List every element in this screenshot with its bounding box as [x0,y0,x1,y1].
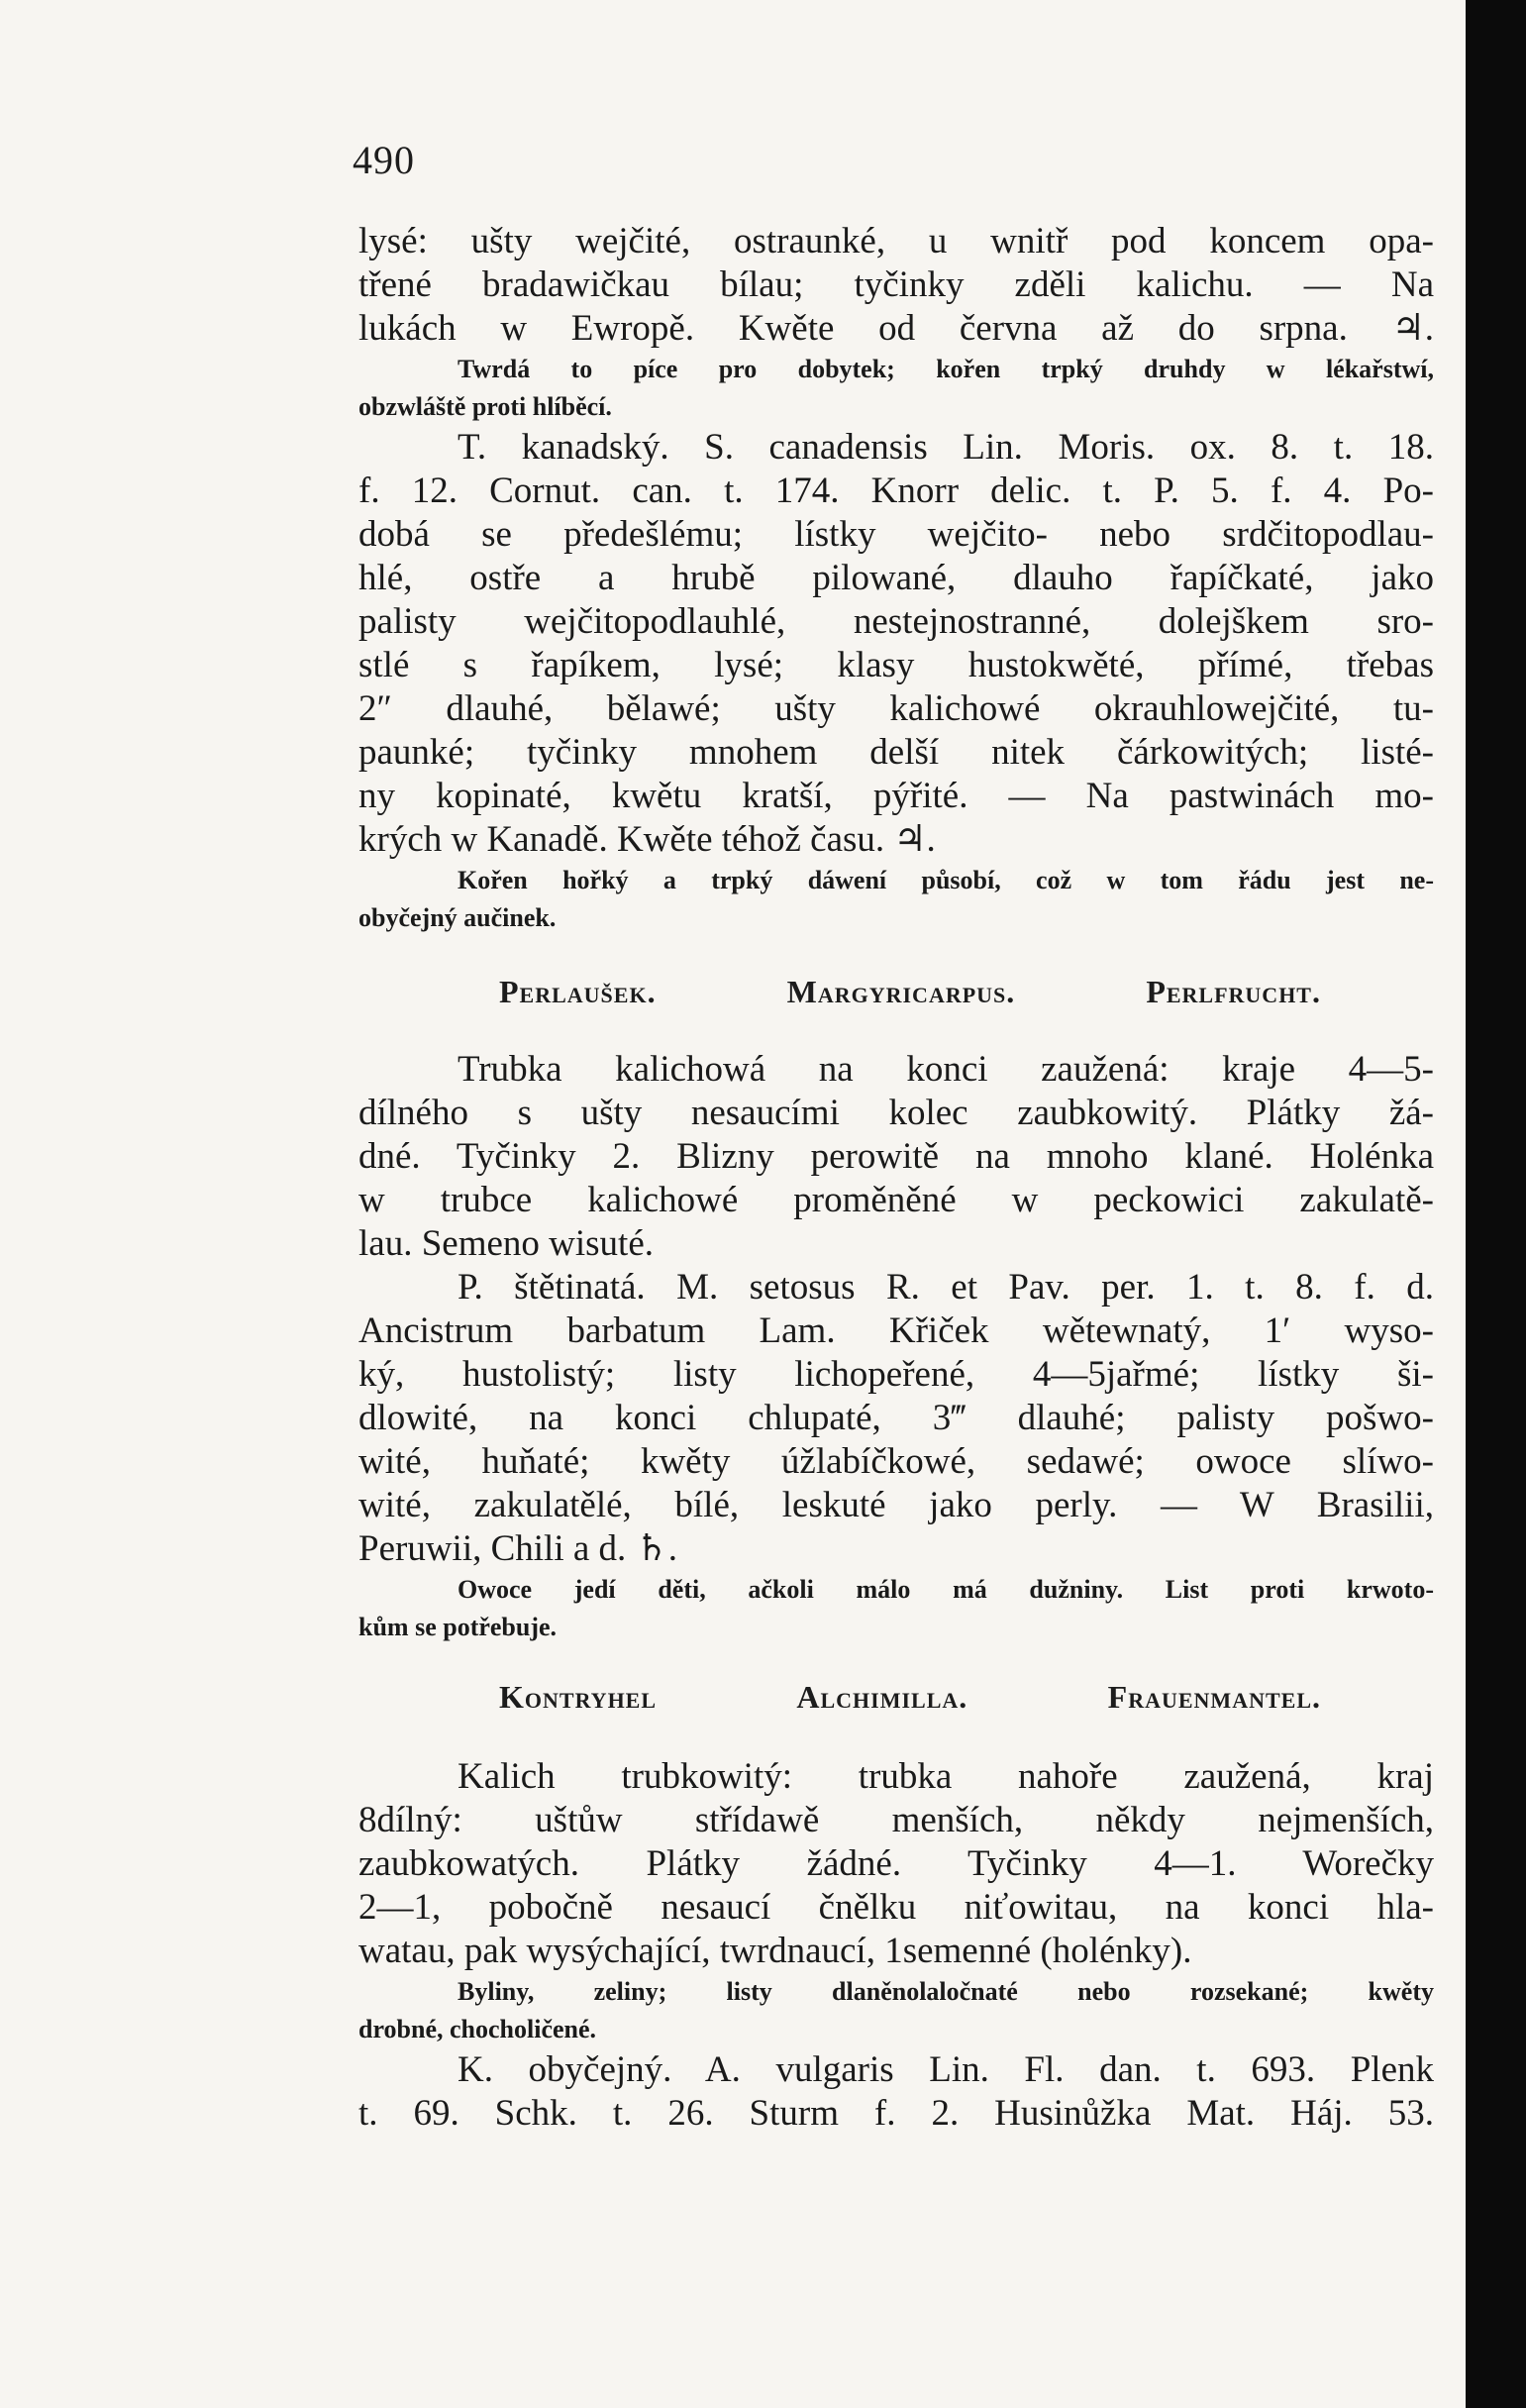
note-line: obyčejný aučinek. [358,903,557,932]
text-line: paunké; tyčinky mnohem delší nitek čárkowitých; listé- [358,732,1434,773]
text-line: lukách w Ewropě. Kwěte od června až do srpna. ♃. [358,308,1434,349]
genus-heading-alchimilla [499,1679,1321,1716]
genus-name-latin: Alchimilla. [796,1679,968,1715]
genus-name-german: Perlfrucht. [1146,974,1321,1009]
text-block-margyricarpus [358,1048,1434,1646]
note-line: obzwláště proti hlíběcí. [358,392,612,421]
text-block-alchimilla [358,1755,1434,2136]
text-line: dné. Tyčinky 2. Blizny perowitě na mnoho klané. Holénka [358,1136,1434,1177]
text-line: krých w Kanadě. Kwěte téhož času. ♃. [358,819,936,860]
text-line: t. 69. Schk. t. 26. Sturm f. 2. Husinůžka Mat. Háj. 53. [358,2093,1434,2134]
note-line: kům se potřebuje. [358,1613,558,1641]
text-line: palisty wejčitopodlauhlé, nestejnostranné, dolejškem sro- [358,601,1434,642]
text-line: Trubka kalichowá na konci zaužená: kraje 4—5- [458,1049,1434,1090]
text-line: w trubce kalichowé proměněné w peckowici zakulatě- [358,1180,1434,1220]
genus-name-latin: Margyricarpus. [786,974,1016,1009]
note-line: Kořen hořký a trpký dáwení působí, což w tom řádu jest ne- [458,866,1434,894]
text-line: stlé s řapíkem, lysé; klasy hustokwěté, přímé, třebas [358,645,1434,685]
text-line: dlowité, na konci chlupaté, 3‴ dlauhé; palisty pošwo- [358,1398,1434,1438]
note-line: Owoce jedí děti, ačkoli málo má dužniny. List proti krwoto- [458,1575,1434,1604]
genus-name-german: Frauenmantel. [1107,1679,1321,1715]
page-number: 490 [353,138,415,182]
text-line: ký, hustolistý; listy lichopeřené, 4—5jařmé; lístky ši- [358,1354,1434,1395]
note-line: Twrdá to píce pro dobytek; kořen trpký druhdy w lékařstwí, [458,355,1434,383]
text-line: wité, huňaté; kwěty úžlabíčkowé, sedawé; owoce slíwo- [358,1441,1434,1482]
text-line: watau, pak wysýchající, twrdnaucí, 1semenné (holénky). [358,1931,1192,1971]
text-line: f. 12. Cornut. can. t. 174. Knorr delic. t. P. 5. f. 4. Po- [358,471,1434,511]
genus-name-czech: Perlaušek. [499,974,657,1009]
text-block-trifolium [358,220,1434,937]
genus-name-czech: Kontryhel [499,1679,658,1715]
species-line: P. štětinatá. M. setosus R. et Pav. per. 1. t. 8. f. d. [458,1267,1434,1308]
text-line: 2″ dlauhé, bělawé; ušty kalichowé okrauhlowejčité, tu- [358,688,1434,729]
text-line: zaubkowatých. Plátky žádné. Tyčinky 4—1. Worečky [358,1843,1434,1884]
text-line: lau. Semeno wisuté. [358,1223,655,1264]
species-line: T. kanadský. S. canadensis Lin. Moris. ox. 8. t. 18. [458,427,1434,468]
text-line: 8dílný: uštůw střídawě menších, někdy nejmenších, [358,1800,1434,1840]
text-line: dobá se předešlému; lístky wejčito- nebo srdčitopodlau- [358,514,1434,555]
text-line: Peruwii, Chili a d. ♄. [358,1528,677,1569]
text-line: 2—1, pobočně nesaucí čnělku niťowitau, na konci hla- [358,1887,1434,1928]
text-line: hlé, ostře a hrubě pilowané, dlauho řapíčkaté, jako [358,558,1434,598]
text-line: Ancistrum barbatum Lam. Křiček wětewnatý, 1′ wyso- [358,1310,1434,1351]
text-line: dílného s ušty nesaucími kolec zaubkowitý. Plátky žá- [358,1093,1434,1133]
text-line: lysé: ušty wejčité, ostraunké, u wnitř pod koncem opa- [358,221,1434,262]
text-line: třené bradawičkau bílau; tyčinky zděli kalichu. — Na [358,264,1434,305]
text-line: Kalich trubkowitý: trubka nahoře zaužená, kraj [458,1756,1434,1797]
text-line: wité, zakulatělé, bílé, leskuté jako perly. — W Brasilii, [358,1485,1434,1525]
note-line: drobné, chocholičené. [358,2015,597,2043]
genus-heading-margyricarpus [499,974,1321,1010]
text-line: ny kopinaté, kwětu kratší, pýřité. — Na pastwinách mo- [358,776,1434,816]
species-line: K. obyčejný. A. vulgaris Lin. Fl. dan. t. 693. Plenk [458,2049,1434,2090]
note-line: Byliny, zeliny; listy dlaněnolaločnaté nebo rozsekané; kwěty [458,1977,1434,2006]
